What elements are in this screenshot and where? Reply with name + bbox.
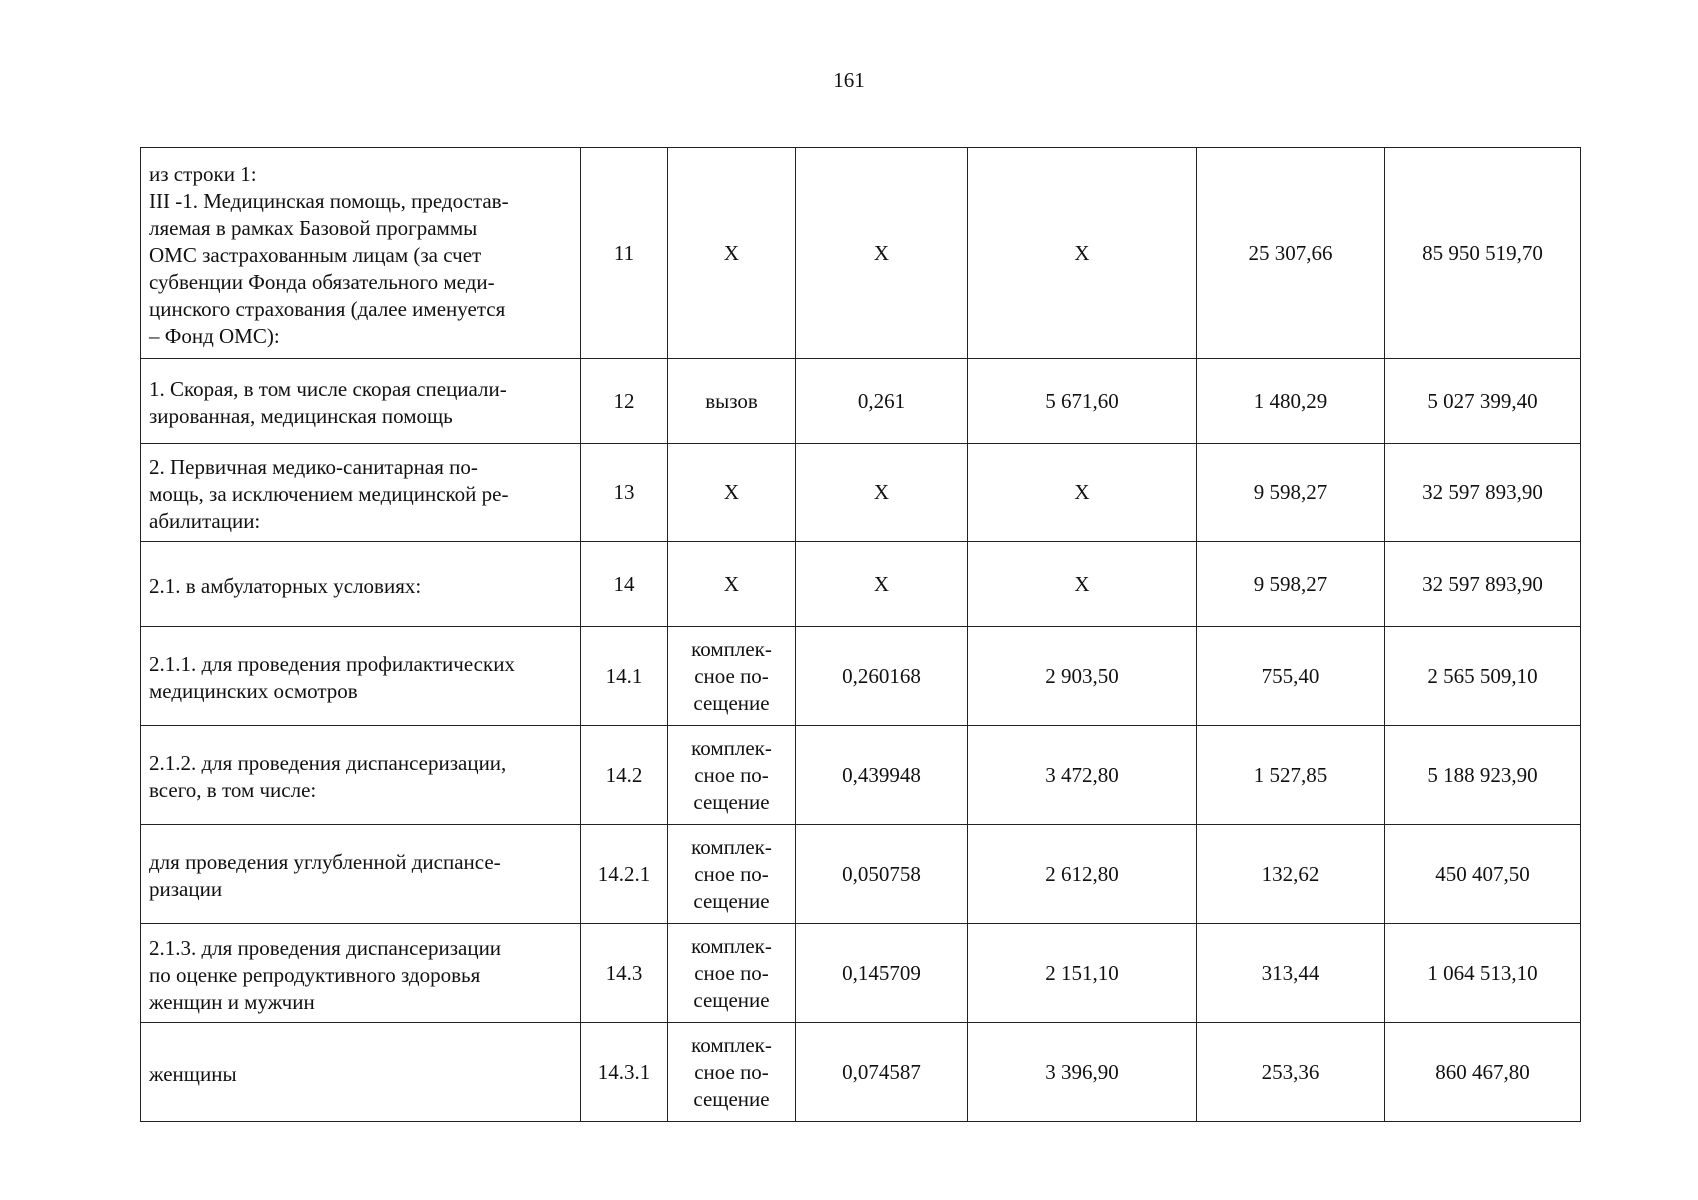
row-line-number: 14.2 [581, 726, 668, 825]
row-name: 2.1. в амбулаторных условиях: [141, 542, 581, 627]
row-line-number: 14 [581, 542, 668, 627]
row-unit: X [668, 148, 796, 359]
row-per-capita: 1 480,29 [1197, 359, 1385, 444]
row-name: 1. Скорая, в том числе скорая специали- зированная, медицинская помощь [141, 359, 581, 444]
table-row [141, 825, 1581, 924]
table-row [141, 627, 1581, 726]
row-line-number: 11 [581, 148, 668, 359]
row-volume: 0,260168 [796, 627, 968, 726]
row-unit: комплек- сное по- сещение [668, 726, 796, 825]
row-total: 85 950 519,70 [1385, 148, 1581, 359]
row-cost: X [968, 542, 1197, 627]
row-line-number: 13 [581, 444, 668, 542]
row-unit: комплек- сное по- сещение [668, 1023, 796, 1122]
row-cost: X [968, 444, 1197, 542]
row-unit: вызов [668, 359, 796, 444]
row-name: 2.1.3. для проведения диспансеризации по оценке репродуктивного здоровья женщин и мужчин [141, 924, 581, 1023]
row-volume: 0,261 [796, 359, 968, 444]
row-total: 5 027 399,40 [1385, 359, 1581, 444]
row-per-capita: 9 598,27 [1197, 542, 1385, 627]
row-per-capita: 9 598,27 [1197, 444, 1385, 542]
row-cost: 2 903,50 [968, 627, 1197, 726]
table-row [141, 542, 1581, 627]
row-per-capita: 313,44 [1197, 924, 1385, 1023]
row-per-capita: 25 307,66 [1197, 148, 1385, 359]
row-line-number: 14.3.1 [581, 1023, 668, 1122]
row-line-number: 14.2.1 [581, 825, 668, 924]
row-volume: X [796, 542, 968, 627]
row-name: 2.1.1. для проведения профилактических медицинских осмотров [141, 627, 581, 726]
row-volume: X [796, 148, 968, 359]
row-total: 32 597 893,90 [1385, 444, 1581, 542]
row-line-number: 14.3 [581, 924, 668, 1023]
row-total: 5 188 923,90 [1385, 726, 1581, 825]
row-volume: 0,050758 [796, 825, 968, 924]
table-row [141, 924, 1581, 1023]
row-cost: 3 472,80 [968, 726, 1197, 825]
row-unit: комплек- сное по- сещение [668, 627, 796, 726]
row-total: 2 565 509,10 [1385, 627, 1581, 726]
row-unit: комплек- сное по- сещение [668, 924, 796, 1023]
row-cost: 2 612,80 [968, 825, 1197, 924]
row-total: 860 467,80 [1385, 1023, 1581, 1122]
row-name: 2.1.2. для проведения диспансеризации, всего, в том числе: [141, 726, 581, 825]
table-row [141, 444, 1581, 542]
row-name: женщины [141, 1023, 581, 1122]
page-number: 161 [833, 68, 865, 92]
row-total: 450 407,50 [1385, 825, 1581, 924]
table-row [141, 148, 1581, 359]
row-volume: 0,439948 [796, 726, 968, 825]
data-table [140, 147, 1581, 1122]
row-cost: 5 671,60 [968, 359, 1197, 444]
row-unit: комплек- сное по- сещение [668, 825, 796, 924]
row-cost: 2 151,10 [968, 924, 1197, 1023]
row-name: 2. Первичная медико-санитарная по- мощь, за исключением медицинской ре- абилитации: [141, 444, 581, 542]
row-line-number: 12 [581, 359, 668, 444]
row-unit: X [668, 542, 796, 627]
row-line-number: 14.1 [581, 627, 668, 726]
row-name: из строки 1: III -1. Медицинская помощь, предостав- ляемая в рамках Базовой программы ОМС застрахованным лицам (за счет субвенции Фонда обязательного меди- цинского страхования (далее именуется – Фонд ОМС): [141, 148, 581, 359]
row-total: 32 597 893,90 [1385, 542, 1581, 627]
row-per-capita: 132,62 [1197, 825, 1385, 924]
row-volume: 0,145709 [796, 924, 968, 1023]
row-name: для проведения углубленной диспансе- ризации [141, 825, 581, 924]
row-cost: 3 396,90 [968, 1023, 1197, 1122]
row-per-capita: 755,40 [1197, 627, 1385, 726]
table-row [141, 359, 1581, 444]
row-per-capita: 253,36 [1197, 1023, 1385, 1122]
row-per-capita: 1 527,85 [1197, 726, 1385, 825]
row-unit: X [668, 444, 796, 542]
row-cost: X [968, 148, 1197, 359]
row-volume: X [796, 444, 968, 542]
row-volume: 0,074587 [796, 1023, 968, 1122]
table-row [141, 1023, 1581, 1122]
table-row [141, 726, 1581, 825]
row-total: 1 064 513,10 [1385, 924, 1581, 1023]
